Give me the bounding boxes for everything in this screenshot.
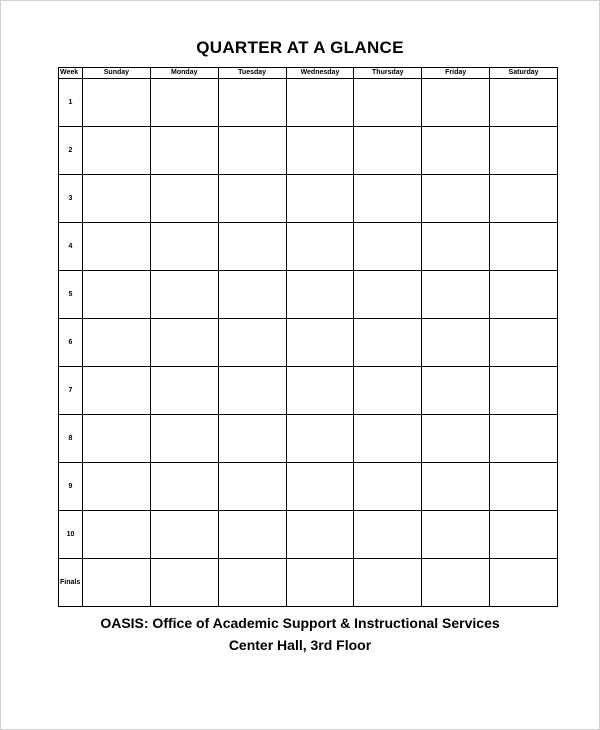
day-cell	[354, 127, 422, 175]
day-cell	[490, 463, 558, 511]
week-label: 2	[59, 127, 83, 175]
day-cell	[422, 271, 490, 319]
day-cell	[83, 127, 151, 175]
day-cell	[286, 559, 354, 607]
day-cell	[150, 559, 218, 607]
week-label: 8	[59, 415, 83, 463]
day-cell	[354, 223, 422, 271]
day-cell	[83, 511, 151, 559]
day-cell	[422, 223, 490, 271]
table-row	[59, 79, 558, 127]
day-cell	[218, 271, 286, 319]
footer-office-name: OASIS: Office of Academic Support & Instructional Services	[100, 615, 500, 631]
day-cell	[354, 367, 422, 415]
day-cell	[490, 511, 558, 559]
day-cell	[150, 367, 218, 415]
day-cell	[490, 223, 558, 271]
day-cell	[150, 79, 218, 127]
calendar-table	[58, 67, 558, 607]
day-cell	[422, 175, 490, 223]
table-row	[59, 127, 558, 175]
day-cell	[490, 415, 558, 463]
table-row	[59, 223, 558, 271]
day-cell	[422, 127, 490, 175]
day-cell	[150, 463, 218, 511]
week-label: 1	[59, 79, 83, 127]
day-cell	[286, 271, 354, 319]
day-cell	[83, 415, 151, 463]
day-cell	[83, 271, 151, 319]
header-thursday: Thursday	[354, 68, 422, 79]
table-row	[59, 367, 558, 415]
day-cell	[286, 463, 354, 511]
day-cell	[354, 559, 422, 607]
day-cell	[286, 223, 354, 271]
week-label: 10	[59, 511, 83, 559]
header-wednesday: Wednesday	[286, 68, 354, 79]
day-cell	[422, 319, 490, 367]
week-label: 7	[59, 367, 83, 415]
header-friday: Friday	[422, 68, 490, 79]
day-cell	[83, 175, 151, 223]
day-cell	[83, 367, 151, 415]
day-cell	[218, 223, 286, 271]
day-cell	[83, 223, 151, 271]
day-cell	[422, 79, 490, 127]
day-cell	[286, 79, 354, 127]
day-cell	[150, 415, 218, 463]
page-title: QUARTER AT A GLANCE	[196, 38, 404, 57]
day-cell	[354, 271, 422, 319]
header-sunday: Sunday	[83, 68, 151, 79]
day-cell	[83, 559, 151, 607]
day-cell	[218, 175, 286, 223]
day-cell	[286, 319, 354, 367]
day-cell	[490, 175, 558, 223]
header-monday: Monday	[150, 68, 218, 79]
table-row	[59, 559, 558, 607]
header-tuesday: Tuesday	[218, 68, 286, 79]
day-cell	[150, 319, 218, 367]
day-cell	[490, 367, 558, 415]
day-cell	[286, 127, 354, 175]
table-row	[59, 511, 558, 559]
day-cell	[490, 271, 558, 319]
day-cell	[150, 271, 218, 319]
day-cell	[490, 127, 558, 175]
day-cell	[354, 79, 422, 127]
day-cell	[422, 415, 490, 463]
day-cell	[422, 559, 490, 607]
day-cell	[150, 175, 218, 223]
day-cell	[354, 463, 422, 511]
day-cell	[286, 415, 354, 463]
day-cell	[218, 79, 286, 127]
footer-location: Center Hall, 3rd Floor	[228, 637, 372, 653]
day-cell	[83, 463, 151, 511]
day-cell	[286, 367, 354, 415]
day-cell	[218, 127, 286, 175]
day-cell	[354, 319, 422, 367]
table-row	[59, 319, 558, 367]
day-cell	[218, 559, 286, 607]
day-cell	[150, 223, 218, 271]
header-week: Week	[59, 68, 83, 79]
day-cell	[83, 79, 151, 127]
day-cell	[422, 511, 490, 559]
day-cell	[490, 319, 558, 367]
table-row	[59, 463, 558, 511]
header-row	[59, 68, 558, 79]
day-cell	[354, 511, 422, 559]
day-cell	[354, 175, 422, 223]
table-row	[59, 175, 558, 223]
week-label: 3	[59, 175, 83, 223]
week-label: Finals	[59, 559, 83, 607]
day-cell	[150, 511, 218, 559]
day-cell	[218, 367, 286, 415]
table-row	[59, 415, 558, 463]
day-cell	[490, 559, 558, 607]
week-label: 4	[59, 223, 83, 271]
day-cell	[286, 175, 354, 223]
day-cell	[83, 319, 151, 367]
day-cell	[286, 511, 354, 559]
day-cell	[490, 79, 558, 127]
day-cell	[422, 367, 490, 415]
day-cell	[218, 511, 286, 559]
day-cell	[218, 415, 286, 463]
week-label: 6	[59, 319, 83, 367]
week-label: 5	[59, 271, 83, 319]
day-cell	[150, 127, 218, 175]
day-cell	[218, 319, 286, 367]
table-row	[59, 271, 558, 319]
week-label: 9	[59, 463, 83, 511]
header-saturday: Saturday	[490, 68, 558, 79]
day-cell	[218, 463, 286, 511]
day-cell	[354, 415, 422, 463]
day-cell	[422, 463, 490, 511]
